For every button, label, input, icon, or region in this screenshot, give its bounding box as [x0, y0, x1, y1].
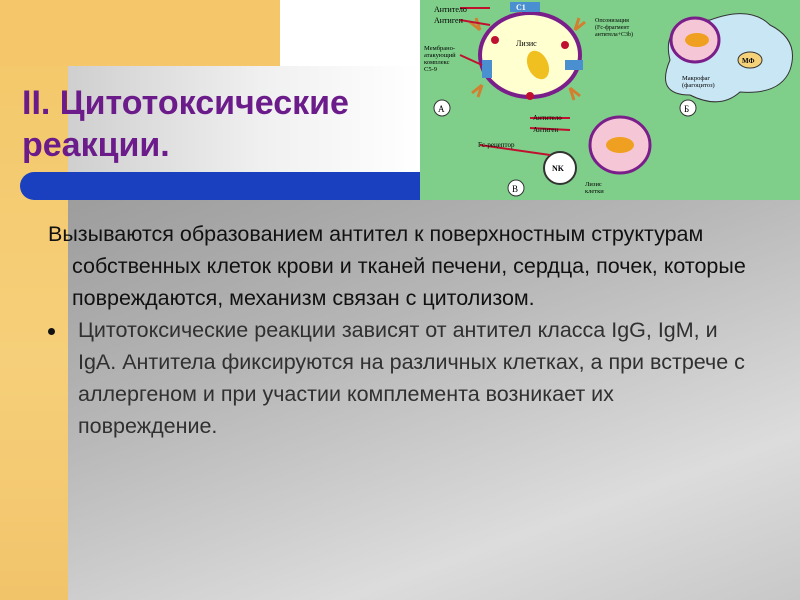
label-opsonization: Опсонизация (Fc-фрагмент антитела+C3b)	[595, 18, 634, 38]
label-antibody: Антитело	[434, 5, 467, 14]
slide-title: II. Цитотоксические реакции.	[22, 84, 349, 164]
blue-accent-bar	[20, 172, 420, 200]
label-mac: Мембрано- атакующий комплекс C5-9	[424, 45, 456, 73]
label-v: В	[512, 184, 519, 194]
slide-body	[48, 218, 748, 442]
cytotoxic-reaction-diagram	[420, 0, 800, 200]
bullet-icon	[48, 328, 55, 335]
panel-v	[478, 114, 650, 196]
label-b: Б	[684, 104, 690, 114]
label-mf: МФ	[742, 57, 755, 65]
label-antigen: Антиген	[434, 16, 463, 25]
panel-b	[595, 14, 793, 116]
bullet-paragraph: Цитотоксические реакции зависят от антител класса IgG, IgM, и IgA. Антитела фиксируются на различных клетках, а при встрече с аллергеном и при участии комплемента возникает их повреждение.	[78, 318, 745, 438]
label-cell-lysis: Лизис клетки	[585, 181, 604, 195]
yellow-top-band	[0, 0, 280, 66]
label-macrophage: Макрофаг (фагоцитоз)	[682, 75, 715, 89]
label-a: А	[438, 104, 445, 114]
label-nk: NK	[552, 164, 564, 173]
panel-a	[424, 2, 585, 116]
main-paragraph: Вызываются образованием антител к поверхностным структурам собственных клеток крови и тканей печени, сердца, почек, которые повреждаются, механизм связан с цитолизом.	[48, 222, 746, 310]
label-antigen-2: Антиген	[533, 126, 559, 134]
label-fc-receptor: Fc-рецептор	[478, 141, 515, 149]
label-lysis: Лизис	[516, 39, 537, 48]
label-antibody-2: Антитело	[533, 114, 562, 122]
label-c1: C1	[516, 3, 526, 12]
bullet-item	[48, 314, 748, 442]
